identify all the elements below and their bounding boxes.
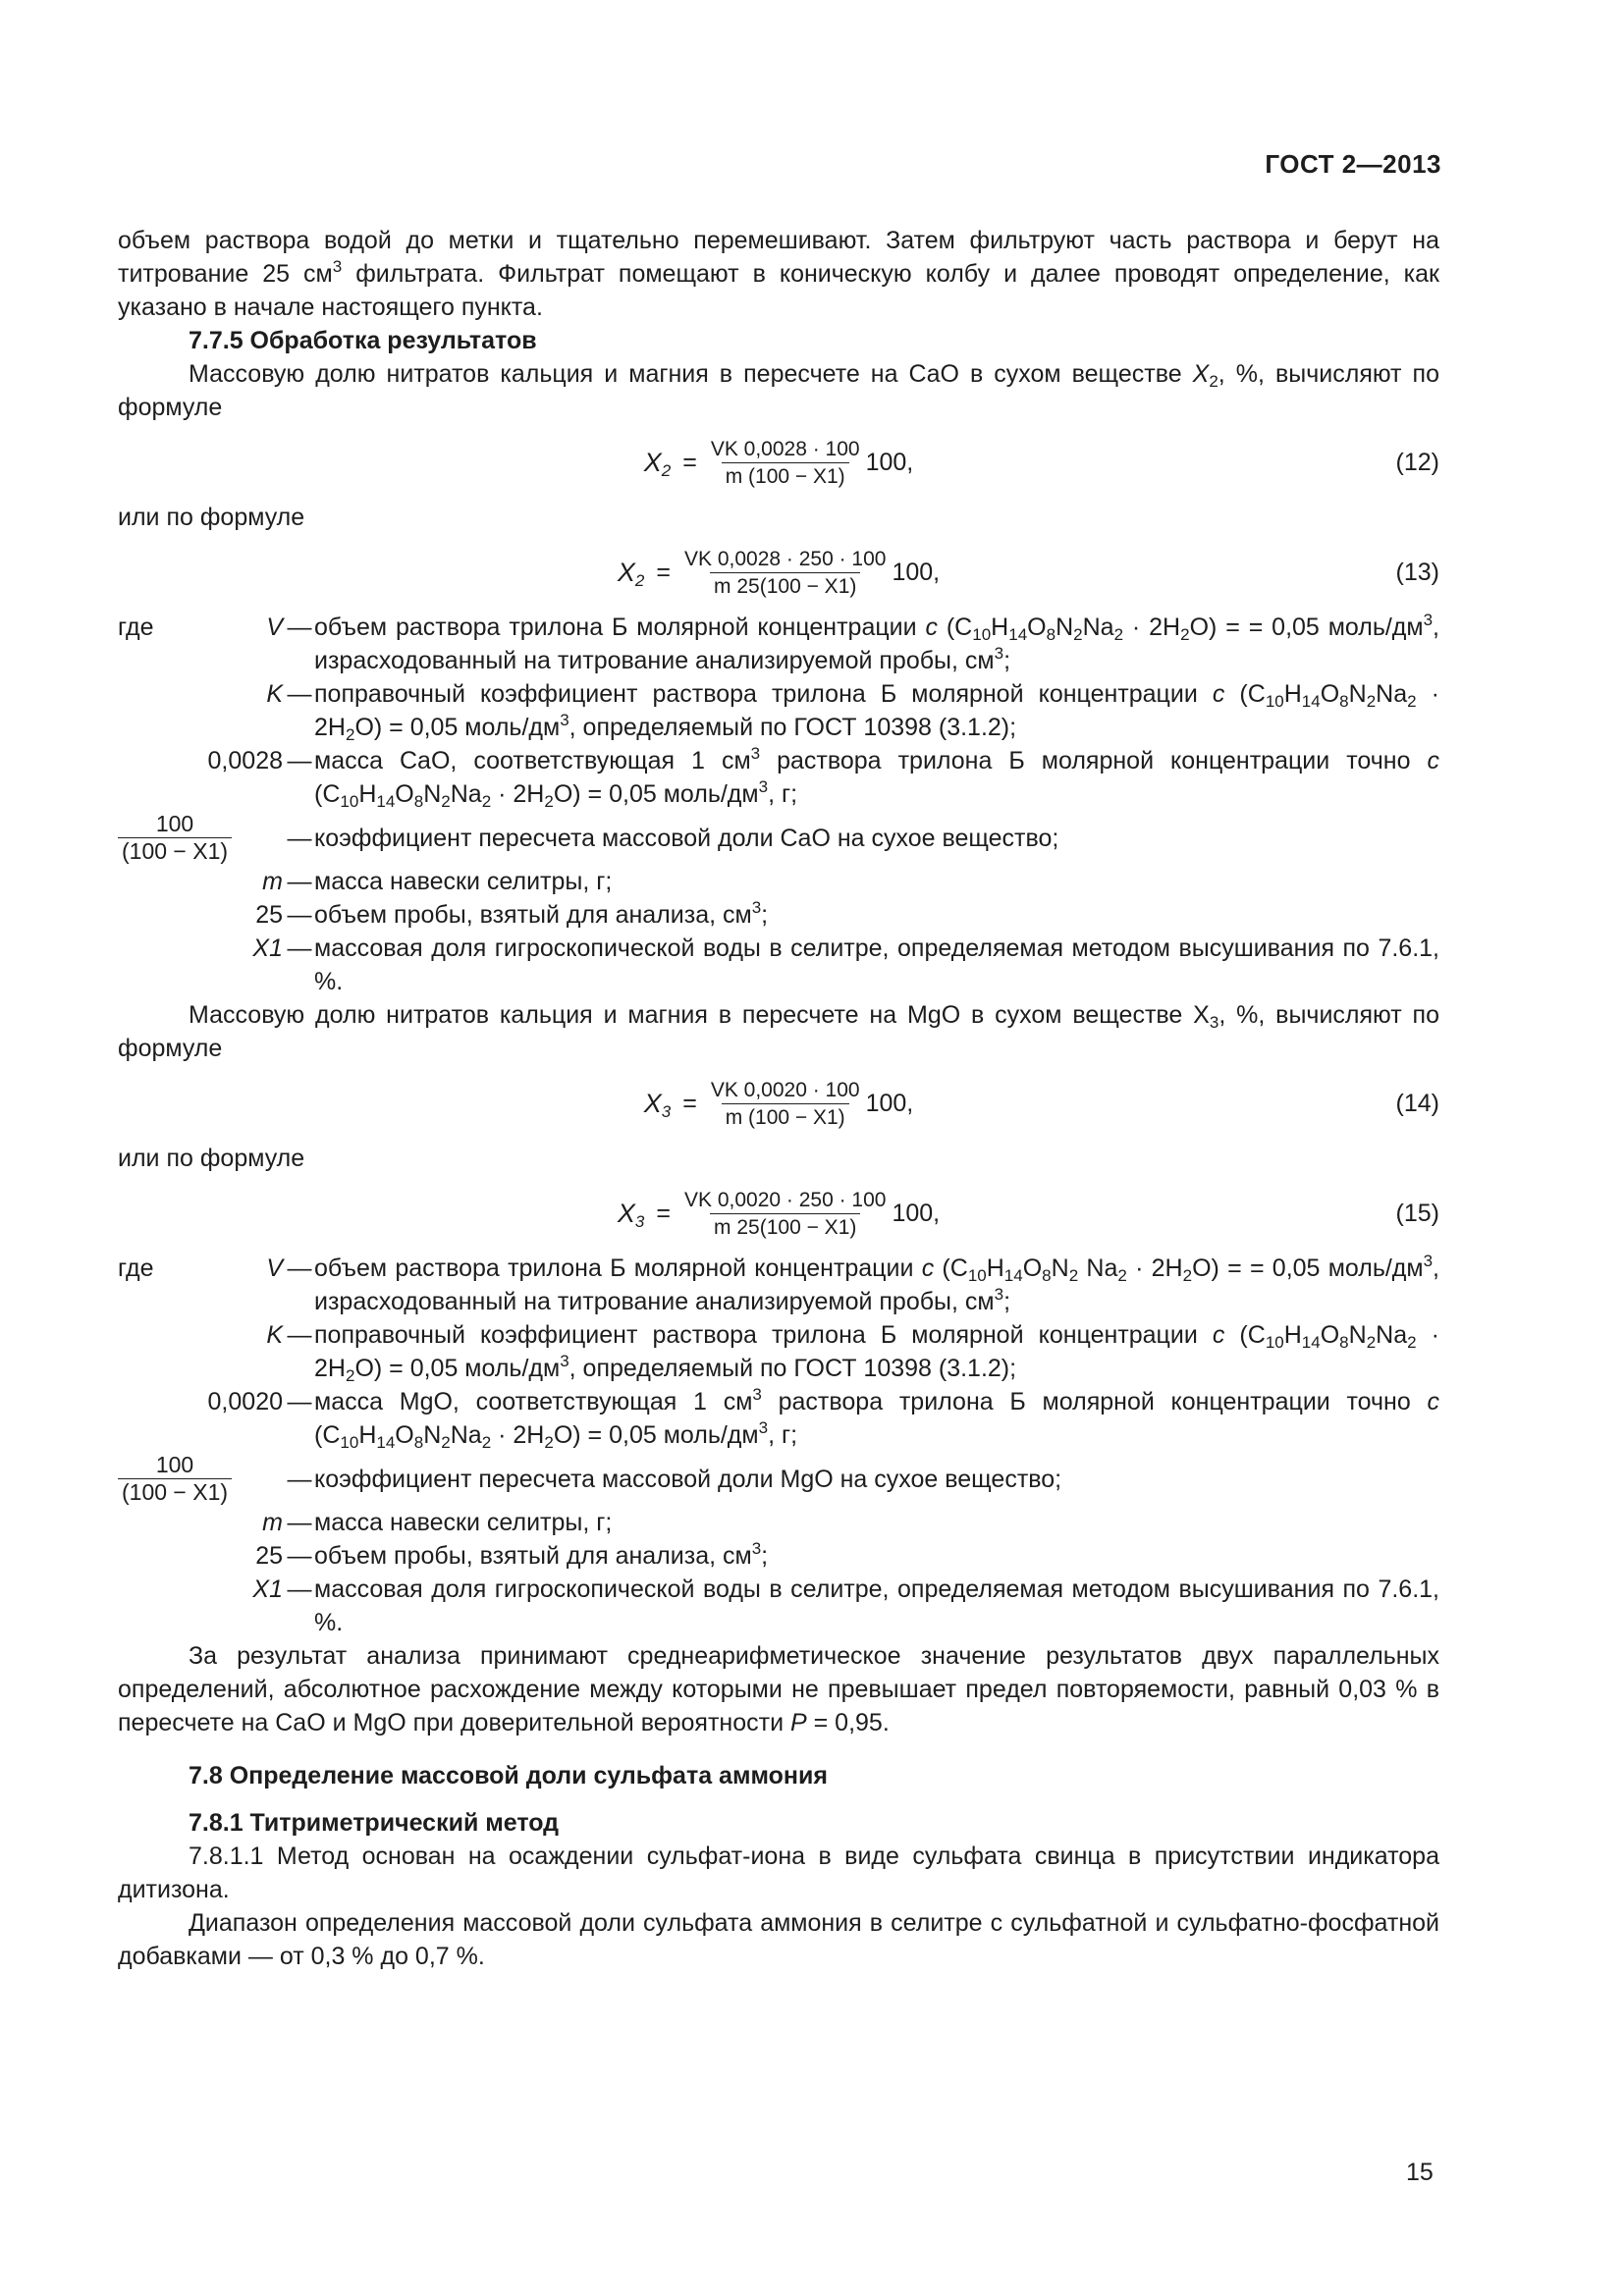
var-constant: 0,0020: [207, 1388, 283, 1415]
formula-12-numerator: VK 0,0028 · 100: [710, 437, 860, 460]
var-fraction-description: коэффициент пересчета массовой доли CaO на сухое вещество;: [314, 824, 1059, 852]
var-x1: X1: [252, 934, 283, 962]
page-number: 15: [1406, 2159, 1434, 2186]
formula-13-denominator: m 25(100 − X1): [710, 572, 860, 600]
formula-13-numerator: VK 0,0028 · 250 · 100: [683, 547, 887, 570]
var-25: 25: [255, 1542, 283, 1570]
where-label: где: [118, 614, 154, 641]
formula-12-denominator: m (100 − X1): [722, 462, 849, 490]
section-heading-7-8: 7.8 Определение массовой доли сульфата аммония: [189, 1762, 828, 1789]
formula-14: $X_3$ = $\frac{VK 0,0020 \cdot 100}{m (100 - X1)}$ 100, (14): [643, 1078, 1439, 1129]
formula-12: $X_2$ = $\frac{VK 0,0028 \cdot 100}{m (100 - X1)}$ 100, (12): [643, 437, 1439, 488]
variable-list-2: где V — объем раствора трилона Б молярной концентрации c ($C_{10}H_{14}O_8N_2$ $Na_2 \cdot 2H_2O$) = = 0,05 моль/$дм^3$, израсходованный на титрование анализируемой пробы, $см^3$; K — поправочный коэффициент раствора трилона Б молярной концентрации c $(C_{10}H_{14}O_8N_2Na_2 \cdot 2H_2O) = 0,05$ моль/$дм^3$, определяемый по ГОСТ 10398 (3.1.2); 0,0020 — масса MgO, соответствующая 1 $см^3$ раствора трилона Б молярной концентрации точно c $(C_{10}H_{14}O_8N_2Na_2 \cdot 2H_2O) = 0,05$ моль/$дм^3$, г; 100 (100 − X1) — коэффициент пересчета массовой доли MgO на сухое вещество; m — масса навески селитры, г; 25 — объем пробы, взятый для анализа, $см^3$; X1 — массовая доля гигроскопической воды в селитре, определяемая методом высушивания по 7.6.1, %.: [118, 1252, 1439, 1639]
section-heading-7-8-1: 7.8.1 Титриметрический метод: [189, 1809, 560, 1837]
var-k: K: [266, 1321, 283, 1349]
document-header: ГОСТ 2—2013: [1265, 149, 1441, 179]
where-label: где: [118, 1255, 154, 1282]
var-m: m: [262, 1509, 283, 1536]
paragraph-intro-x3: Массовую долю нитратов кальция и магния в пересчете на MgO в сухом веществе $X_3$, %, вычисляют по формуле: [118, 1001, 1439, 1062]
var-constant: 0,0028: [207, 747, 283, 774]
var-constant-description: масса MgO, соответствующая 1 $см^3$ раствора трилона Б молярной концентрации точно c $(C_{10}H_{14}O_8N_2Na_2 \cdot 2H_2O) = 0,05$ моль/$дм^3$, г;: [314, 1385, 1440, 1452]
formula-14-denominator: m (100 − X1): [722, 1103, 849, 1131]
var-v-description: объем раствора трилона Б молярной концентрации c ($C_{10}H_{14}O_8N_2$ $Na_2 \cdot 2H_2O$) = = 0,05 моль/$дм^3$, израсходованный на титрование анализируемой пробы, $см^3$;: [314, 1252, 1439, 1315]
var-25-description: объем пробы, взятый для анализа, $см^3$;: [314, 898, 769, 929]
var-m: m: [262, 868, 283, 895]
var-k: K: [266, 680, 283, 708]
formula-15-number: (15): [1395, 1200, 1439, 1227]
page-body: [118, 224, 1439, 1973]
var-k-description: поправочный коэффициент раствора трилона Б молярной концентрации c $(C_{10}H_{14}O_8N_2Na_2 \cdot 2H_2O) = 0,05$ моль/$дм^3$, определяемый по ГОСТ 10398 (3.1.2);: [314, 1321, 1439, 1385]
var-v: V: [266, 1255, 283, 1282]
or-by-formula-2: или по формуле: [118, 1145, 305, 1172]
var-x1-description: массовая доля гигроскопической воды в селитре, определяемая методом высушивания по 7.6.1, %.: [314, 934, 1439, 995]
var-m-description: масса навески селитры, г;: [314, 868, 613, 895]
paragraph-range: Диапазон определения массовой доли сульфата аммония в селитре с сульфатной и сульфатно-фосфатной добавками — от 0,3 % до 0,7 %.: [118, 1909, 1439, 1970]
var-x1-description: массовая доля гигроскопической воды в селитре, определяемая методом высушивания по 7.6.1, %.: [314, 1575, 1439, 1636]
formula-14-numerator: VK 0,0020 · 100: [710, 1078, 860, 1101]
formula-13-number: (13): [1395, 559, 1439, 586]
paragraph-result: За результат анализа принимают среднеарифметическое значение результатов двух параллельных определений, абсолютное расхождение между которыми не превышает предел повторяемости, равный 0,03 % в пересчете на CaO и MgO при доверительной вероятности P = 0,95.: [118, 1642, 1439, 1736]
variable-list-1: где V — объем раствора трилона Б молярной концентрации c $(C_{10}H_{14}O_8N_2Na_2 \cdot 2H_2O)$ = = 0,05 моль/$дм^3$, израсходованный на титрование анализируемой пробы, $см^3$; K — поправочный коэффициент раствора трилона Б молярной концентрации c $(C_{10}H_{14}O_8N_2Na_2 \cdot 2H_2O) = 0,05$ моль/$дм^3$, определяемый по ГОСТ 10398 (3.1.2); 0,0028 — масса CaO, соответствующая 1 $см^3$ раствора трилона Б молярной концентрации точно c $(C_{10}H_{14}O_8N_2Na_2 \cdot 2H_2O) = 0,05$ моль/$дм^3$, г; 100 (100 − X1) — коэффициент пересчета массовой доли CaO на сухое вещество; m — масса навески селитры, г; 25 — объем пробы, взятый для анализа, $см^3$; X1 — массовая доля гигроскопической воды в селитре, определяемая методом высушивания по 7.6.1, %.: [118, 611, 1439, 998]
paragraph-intro-x2: Массовую долю нитратов кальция и магния в пересчете на CaO в сухом веществе $X_2$, %, вычисляют по формуле: [118, 360, 1439, 421]
var-m-description: масса навески селитры, г;: [314, 1509, 613, 1536]
var-fraction-description: коэффициент пересчета массовой доли MgO на сухое вещество;: [314, 1465, 1062, 1493]
formula-13: $X_2$ = $\frac{VK 0,0028 \cdot 250 \cdot 100}{m 25(100 - X1)}$ 100, (13): [617, 547, 1439, 598]
formula-15-numerator: VK 0,0020 · 250 · 100: [683, 1188, 887, 1211]
var-k-description: поправочный коэффициент раствора трилона Б молярной концентрации c $(C_{10}H_{14}O_8N_2Na_2 \cdot 2H_2O) = 0,05$ моль/$дм^3$, определяемый по ГОСТ 10398 (3.1.2);: [314, 680, 1439, 744]
var-25: 25: [255, 901, 283, 929]
var-fraction: 100 (100 − X1): [118, 811, 232, 865]
formula-12-number: (12): [1395, 449, 1439, 476]
var-v-description: объем раствора трилона Б молярной концентрации c $(C_{10}H_{14}O_8N_2Na_2 \cdot 2H_2O)$ = = 0,05 моль/$дм^3$, израсходованный на титрование анализируемой пробы, $см^3$;: [314, 611, 1439, 674]
formula-15-denominator: m 25(100 − X1): [710, 1213, 860, 1241]
paragraph-7-8-1-1: 7.8.1.1 Метод основан на осаждении сульфат-иона в виде сульфата свинца в присутствии индикатора дитизона.: [118, 1842, 1439, 1903]
paragraph-continuation: объем раствора водой до метки и тщательно перемешивают. Затем фильтруют часть раствора и берут на титрование 25 $см^3$ фильтрата. Фильтрат помещают в коническую колбу и далее проводят определение, как указано в начале настоящего пункта.: [118, 227, 1439, 321]
var-25-description: объем пробы, взятый для анализа, $см^3$;: [314, 1539, 769, 1570]
var-fraction: 100 (100 − X1): [118, 1452, 232, 1506]
var-x1: X1: [252, 1575, 283, 1603]
formula-15: $X_3$ = $\frac{VK 0,0020 \cdot 250 \cdot 100}{m 25(100 - X1)}$ 100, (15): [617, 1188, 1439, 1239]
var-constant-description: масса CaO, соответствующая 1 $см^3$ раствора трилона Б молярной концентрации точно c $(C_{10}H_{14}O_8N_2Na_2 \cdot 2H_2O) = 0,05$ моль/$дм^3$, г;: [314, 744, 1440, 811]
formula-14-number: (14): [1395, 1090, 1439, 1117]
section-heading-7-7-5: 7.7.5 Обработка результатов: [189, 327, 537, 354]
var-v: V: [266, 614, 283, 641]
or-by-formula-1: или по формуле: [118, 504, 305, 531]
